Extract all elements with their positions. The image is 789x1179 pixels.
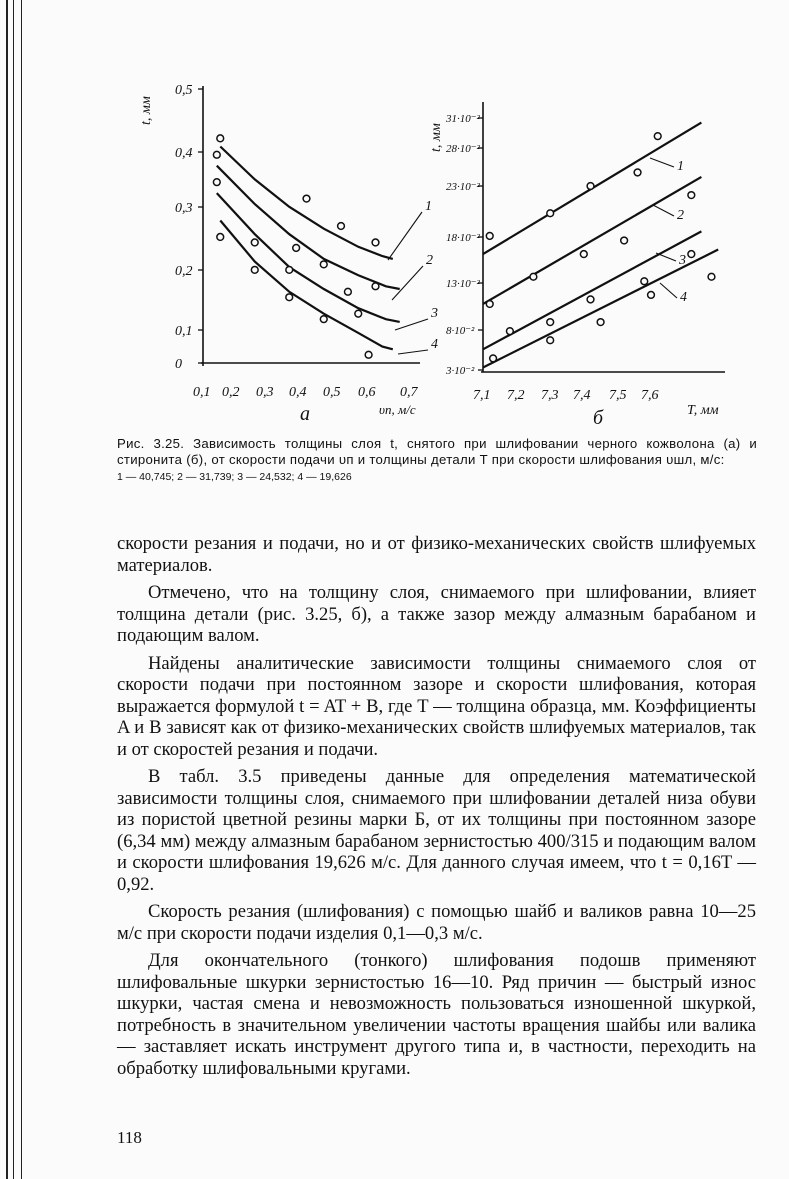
data-point-b — [547, 319, 554, 326]
body-text — [117, 533, 756, 1079]
curve-label-b: 4 — [680, 290, 687, 305]
leader-line-a — [395, 319, 428, 330]
paragraph: Найдены аналитические зависимости толщины снимаемого слоя от скорости подачи при постоянном зазоре и скорости шлифования, которая выражается формулой t = AT + B, где T — толщина образца, мм. Коэффициенты A и B зависят как от физико-механических свойств шлифуемых материалов, так и от скоростей резания и подачи. — [117, 652, 756, 760]
y-tick-label-b: 13·10⁻² — [446, 278, 480, 290]
y-tick-label-a: 0,1 — [175, 324, 193, 339]
leader-line-a — [392, 266, 423, 300]
data-point-a — [320, 261, 327, 268]
paragraph: Отмечено, что на толщину слоя, снимаемого при шлифовании, влияет толщина детали (рис. 3.25, б), а также зазор между алмазным барабаном и подающим валом. — [117, 582, 756, 646]
y-tick-label-b: 28·10⁻² — [446, 143, 480, 155]
data-point-b — [688, 251, 695, 258]
x-tick-label-b: 7,5 — [609, 388, 627, 403]
data-point-a — [338, 223, 345, 230]
x-tick-label-a: 0,2 — [222, 385, 240, 400]
x-tick-label-b: 7,3 — [541, 388, 559, 403]
panel-letter-b: б — [593, 407, 604, 429]
curve-label-b: 3 — [679, 253, 686, 268]
x-tick-label-a: 0,7 — [400, 385, 418, 400]
curve-label-a: 4 — [431, 337, 438, 352]
x-tick-label-b: 7,6 — [641, 388, 659, 403]
caption-legend: 1 — 40,745; 2 — 31,739; 3 — 24,532; 4 — 19,626 — [117, 471, 352, 483]
data-point-b — [587, 296, 594, 303]
data-point-a — [217, 135, 224, 142]
y-tick-label-a: 0,2 — [175, 264, 193, 279]
y-tick-label-a: 0,3 — [175, 201, 193, 216]
data-point-b — [547, 210, 554, 217]
data-point-b — [621, 237, 628, 244]
figure-caption — [117, 436, 757, 485]
x-tick-label-a: 0,1 — [193, 385, 211, 400]
page-number: 118 — [117, 1128, 142, 1147]
line-b-2 — [483, 177, 701, 304]
x-tick-label-a: 0,4 — [289, 385, 307, 400]
y-tick-label-a: 0 — [175, 357, 182, 372]
x-axis-title-a: υп, м/с — [379, 402, 416, 417]
leader-line-b — [656, 253, 676, 261]
data-point-b — [634, 169, 641, 176]
data-point-b — [490, 355, 497, 362]
curve-a-4 — [220, 221, 392, 350]
y-axis-title-a: t, мм — [139, 96, 154, 125]
paragraph: Для окончательного (тонкого) шлифования подошв применяют шлифовальные шкурки зернистостью 16—10. Ряд причин — быстрый износ шкурки, частая смена и невозможность пользоваться изношенной шкуркой, потребность в значительном увеличении частоты вращения шайбы или валика — заставляет искать инструмент другого типа и, в частности, переходить на обработку шлифовальными кругами. — [117, 950, 756, 1079]
data-point-b — [587, 183, 594, 190]
data-point-b — [530, 273, 537, 280]
data-point-a — [355, 310, 362, 317]
data-point-a — [213, 151, 220, 158]
data-point-a — [251, 266, 258, 273]
data-point-a — [303, 195, 310, 202]
paragraph: Скорость резания (шлифования) с помощью шайб и валиков равна 10—25 м/с при скорости подачи изделия 0,1—0,3 м/с. — [117, 901, 756, 944]
data-point-a — [372, 283, 379, 290]
paragraph: скорости резания и подачи, но и от физико-механических свойств шлифуемых материалов. — [117, 533, 756, 576]
curve-label-b: 2 — [677, 208, 684, 223]
data-point-b — [708, 273, 715, 280]
y-tick-label-b: 31·10⁻² — [446, 113, 480, 125]
data-point-b — [688, 192, 695, 199]
x-tick-label-a: 0,3 — [256, 385, 274, 400]
y-tick-label-b: 8·10⁻² — [446, 325, 475, 337]
data-point-a — [286, 294, 293, 301]
line-b-4 — [483, 250, 718, 368]
x-axis-title-b: T, мм — [687, 403, 719, 418]
data-point-a — [213, 179, 220, 186]
leader-line-b — [650, 158, 674, 167]
data-point-b — [486, 301, 493, 308]
leader-line-a — [398, 350, 428, 354]
curve-a-2 — [217, 166, 400, 289]
figure-3-25 — [0, 0, 789, 436]
x-tick-label-b: 7,2 — [507, 388, 525, 403]
curve-label-b: 1 — [677, 159, 684, 174]
data-point-b — [597, 319, 604, 326]
y-tick-label-b: 23·10⁻² — [446, 181, 480, 193]
data-point-b — [506, 328, 513, 335]
y-tick-label-b: 18·10⁻² — [446, 232, 480, 244]
leader-line-b — [660, 283, 677, 298]
curve-label-a: 3 — [431, 306, 438, 321]
y-axis-title-b: t, мм — [429, 123, 444, 152]
data-point-b — [486, 233, 493, 240]
leader-line-b — [653, 205, 674, 216]
curve-label-a: 2 — [426, 253, 433, 268]
x-tick-label-a: 0,5 — [323, 385, 341, 400]
caption-text: Рис. 3.25. Зависимость толщины слоя t, снятого при шлифовании черного кожволона (а) и стиронита (б), от скорости подачи υп и толщины детали T при скорости шлифования υшл, м/с: — [117, 436, 757, 467]
data-point-a — [345, 288, 352, 295]
data-point-a — [251, 239, 258, 246]
data-point-b — [641, 278, 648, 285]
data-point-a — [293, 245, 300, 252]
paragraph: В табл. 3.5 приведены данные для определения математической зависимости толщины слоя, снимаемого при шлифовании деталей низа обуви из пористой цветной резины марки Б, от их толщины при постоянном зазоре (6,34 мм) между алмазным барабаном зернистостью 400/315 и подающим валом и скорости шлифования 19,626 м/с. Для данного случая имеем, что t = 0,16T — 0,92. — [117, 766, 756, 895]
data-point-b — [654, 133, 661, 140]
y-tick-label-a: 0,4 — [175, 146, 193, 161]
y-tick-label-b: 3·10⁻² — [446, 365, 475, 377]
panel-letter-a: а — [300, 403, 310, 425]
data-point-a — [286, 266, 293, 273]
data-point-b — [648, 291, 655, 298]
leader-line-a — [388, 212, 422, 260]
y-tick-label-a: 0,5 — [175, 83, 193, 98]
x-tick-label-b: 7,4 — [573, 388, 591, 403]
data-point-a — [365, 351, 372, 358]
data-point-a — [217, 234, 224, 241]
data-point-a — [372, 239, 379, 246]
data-point-a — [320, 316, 327, 323]
data-point-b — [580, 251, 587, 258]
x-tick-label-a: 0,6 — [358, 385, 376, 400]
curve-label-a: 1 — [425, 199, 432, 214]
data-point-b — [547, 337, 554, 344]
x-tick-label-b: 7,1 — [473, 388, 491, 403]
